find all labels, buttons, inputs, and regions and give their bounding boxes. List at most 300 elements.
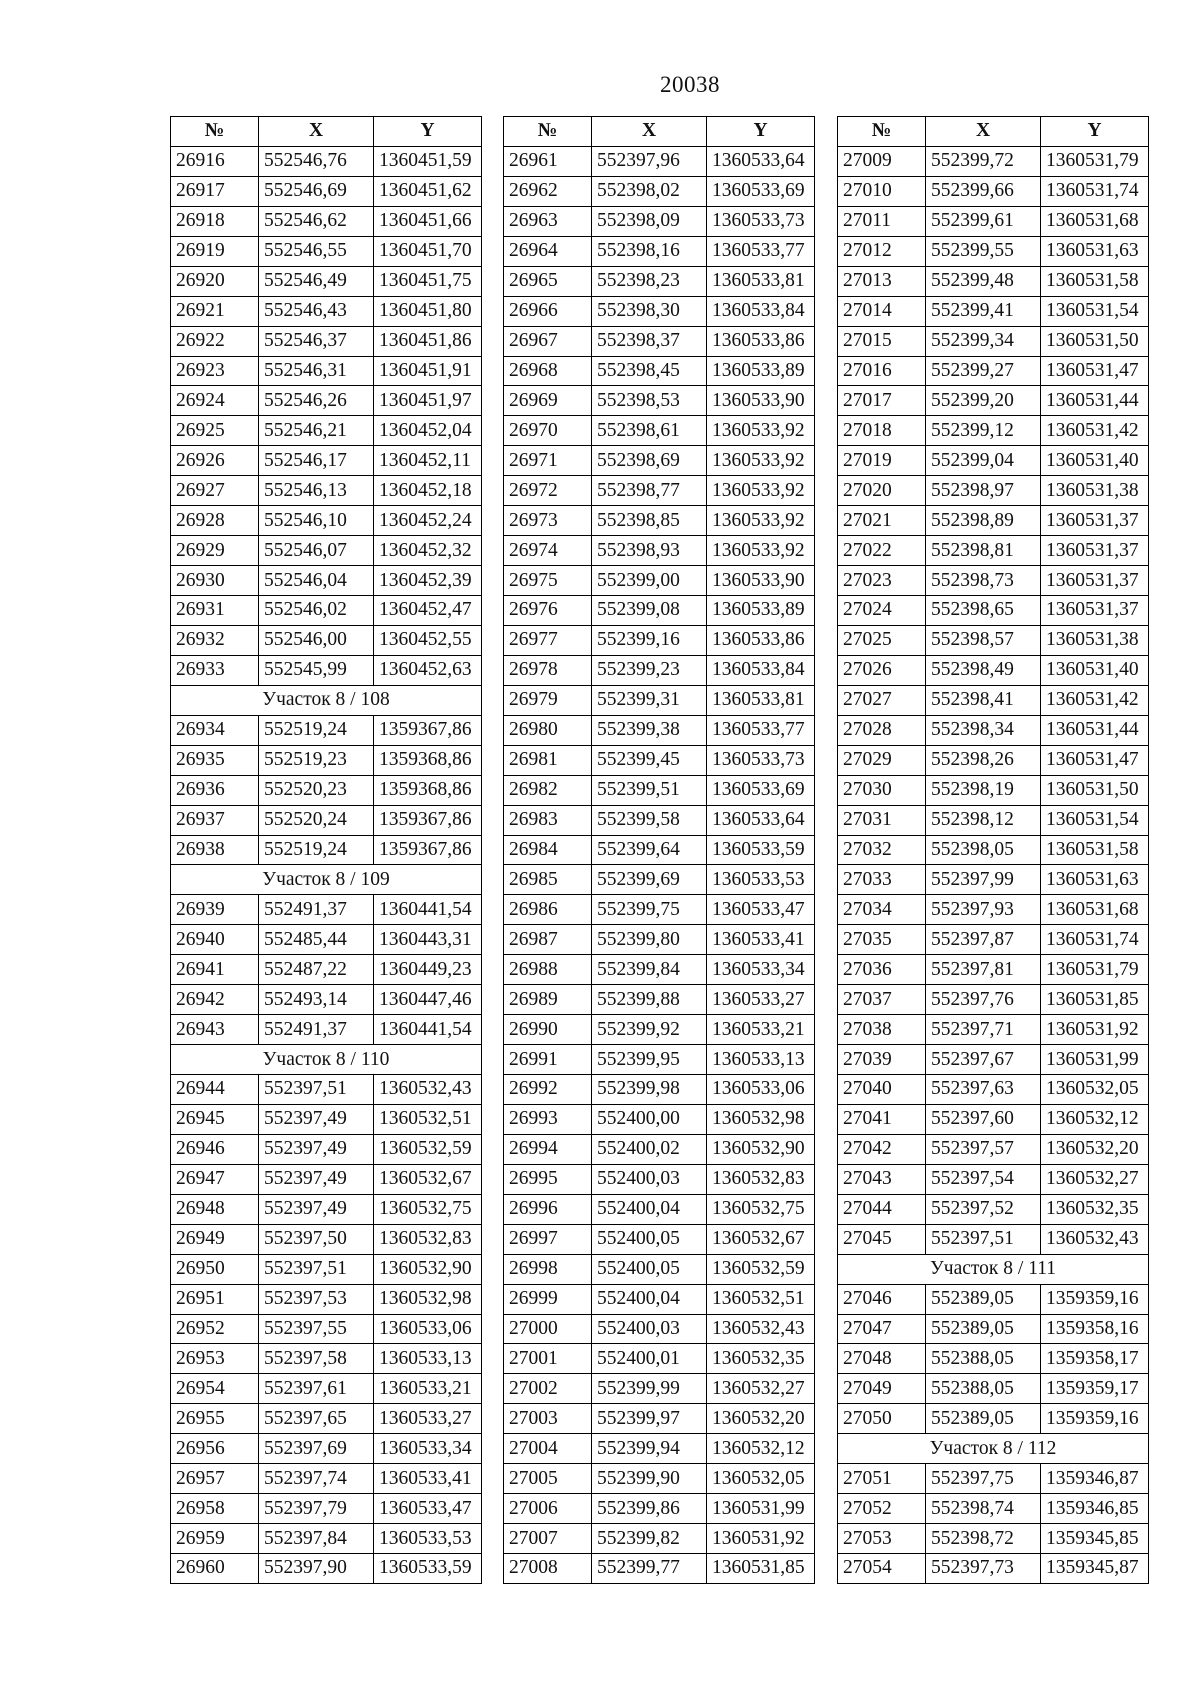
y-coordinate-cell: 1360531,40: [1041, 655, 1149, 685]
point-number-cell: 26987: [504, 925, 592, 955]
y-coordinate-cell: 1359345,85: [1041, 1524, 1149, 1554]
y-coordinate-cell: 1360452,63: [374, 655, 482, 685]
x-coordinate-cell: 552397,76: [926, 985, 1041, 1015]
y-coordinate-cell: 1360531,42: [1041, 685, 1149, 715]
point-number-cell: 26993: [504, 1104, 592, 1134]
y-coordinate-cell: 1360531,44: [1041, 715, 1149, 745]
table-row: [171, 1314, 482, 1344]
point-number-cell: 26985: [504, 865, 592, 895]
point-number-cell: 27000: [504, 1314, 592, 1344]
x-coordinate-cell: 552397,51: [259, 1254, 374, 1284]
x-coordinate-cell: 552400,04: [592, 1194, 707, 1224]
section-row: [171, 865, 482, 895]
table-row: [504, 476, 815, 506]
point-number-cell: 26940: [171, 925, 259, 955]
y-coordinate-cell: 1360533,73: [707, 206, 815, 236]
table-row: [838, 805, 1149, 835]
table-row: [838, 655, 1149, 685]
table-row: [504, 1104, 815, 1134]
point-number-cell: 27049: [838, 1374, 926, 1404]
table-row: [171, 655, 482, 685]
x-coordinate-cell: 552399,41: [926, 296, 1041, 326]
y-coordinate-cell: 1359367,86: [374, 715, 482, 745]
table-row: [838, 715, 1149, 745]
x-coordinate-cell: 552399,27: [926, 356, 1041, 386]
x-coordinate-cell: 552397,81: [926, 955, 1041, 985]
x-coordinate-cell: 552520,24: [259, 805, 374, 835]
table-row: [171, 1524, 482, 1554]
point-number-cell: 26945: [171, 1104, 259, 1134]
table-row: [171, 1254, 482, 1284]
x-coordinate-cell: 552398,09: [592, 206, 707, 236]
table-row: [504, 596, 815, 626]
x-coordinate-cell: 552388,05: [926, 1374, 1041, 1404]
x-coordinate-cell: 552397,57: [926, 1134, 1041, 1164]
x-coordinate-cell: 552397,67: [926, 1045, 1041, 1075]
y-coordinate-cell: 1360451,91: [374, 356, 482, 386]
x-coordinate-cell: 552389,05: [926, 1284, 1041, 1314]
x-coordinate-cell: 552546,62: [259, 206, 374, 236]
y-coordinate-cell: 1360533,86: [707, 625, 815, 655]
table-row: [838, 1134, 1149, 1164]
x-coordinate-cell: 552399,58: [592, 805, 707, 835]
point-number-cell: 26921: [171, 296, 259, 326]
point-number-cell: 27046: [838, 1284, 926, 1314]
point-number-cell: 27054: [838, 1554, 926, 1584]
point-number-cell: 26946: [171, 1134, 259, 1164]
y-coordinate-cell: 1360531,38: [1041, 476, 1149, 506]
point-number-cell: 26995: [504, 1164, 592, 1194]
table-row: [504, 865, 815, 895]
x-coordinate-cell: 552519,24: [259, 835, 374, 865]
point-number-cell: 27032: [838, 835, 926, 865]
point-number-cell: 26978: [504, 655, 592, 685]
table-row: [838, 1104, 1149, 1134]
x-coordinate-cell: 552519,23: [259, 745, 374, 775]
x-coordinate-cell: 552399,12: [926, 416, 1041, 446]
table-row: [504, 536, 815, 566]
y-coordinate-cell: 1360449,23: [374, 955, 482, 985]
point-number-cell: 26950: [171, 1254, 259, 1284]
y-coordinate-cell: 1360531,47: [1041, 356, 1149, 386]
x-coordinate-cell: 552398,57: [926, 625, 1041, 655]
y-coordinate-cell: 1360451,80: [374, 296, 482, 326]
table-row: [838, 566, 1149, 596]
header-y: Y: [707, 117, 815, 147]
point-number-cell: 27007: [504, 1524, 592, 1554]
x-coordinate-cell: 552388,05: [926, 1344, 1041, 1374]
table-row: [171, 206, 482, 236]
x-coordinate-cell: 552398,77: [592, 476, 707, 506]
table-row: [838, 1284, 1149, 1314]
point-number-cell: 26992: [504, 1075, 592, 1105]
y-coordinate-cell: 1360532,35: [1041, 1194, 1149, 1224]
y-coordinate-cell: 1360531,42: [1041, 416, 1149, 446]
x-coordinate-cell: 552397,51: [259, 1075, 374, 1105]
table-row: [838, 1404, 1149, 1434]
x-coordinate-cell: 552397,61: [259, 1374, 374, 1404]
point-number-cell: 27019: [838, 446, 926, 476]
x-coordinate-cell: 552397,52: [926, 1194, 1041, 1224]
point-number-cell: 26956: [171, 1434, 259, 1464]
y-coordinate-cell: 1360533,81: [707, 266, 815, 296]
point-number-cell: 27016: [838, 356, 926, 386]
table-row: [504, 1494, 815, 1524]
x-coordinate-cell: 552398,30: [592, 296, 707, 326]
x-coordinate-cell: 552399,51: [592, 775, 707, 805]
x-coordinate-cell: 552399,45: [592, 745, 707, 775]
y-coordinate-cell: 1360532,75: [707, 1194, 815, 1224]
x-coordinate-cell: 552399,72: [926, 146, 1041, 176]
x-coordinate-cell: 552398,12: [926, 805, 1041, 835]
table-row: [504, 1045, 815, 1075]
y-coordinate-cell: 1360533,41: [374, 1464, 482, 1494]
point-number-cell: 27048: [838, 1344, 926, 1374]
table-row: [171, 176, 482, 206]
y-coordinate-cell: 1360451,59: [374, 146, 482, 176]
header-x: X: [259, 117, 374, 147]
point-number-cell: 26983: [504, 805, 592, 835]
y-coordinate-cell: 1360531,40: [1041, 446, 1149, 476]
y-coordinate-cell: 1360531,99: [707, 1494, 815, 1524]
point-number-cell: 26969: [504, 386, 592, 416]
x-coordinate-cell: 552400,02: [592, 1134, 707, 1164]
y-coordinate-cell: 1360531,85: [1041, 985, 1149, 1015]
y-coordinate-cell: 1360533,21: [707, 1015, 815, 1045]
x-coordinate-cell: 552546,76: [259, 146, 374, 176]
point-number-cell: 27017: [838, 386, 926, 416]
table-row: [838, 685, 1149, 715]
point-number-cell: 26932: [171, 625, 259, 655]
x-coordinate-cell: 552397,71: [926, 1015, 1041, 1045]
point-number-cell: 26959: [171, 1524, 259, 1554]
point-number-cell: 27013: [838, 266, 926, 296]
table-row: [504, 1194, 815, 1224]
x-coordinate-cell: 552389,05: [926, 1404, 1041, 1434]
x-coordinate-cell: 552400,00: [592, 1104, 707, 1134]
table-row: [504, 1554, 815, 1584]
point-number-cell: 26937: [171, 805, 259, 835]
table-row: [171, 1494, 482, 1524]
point-number-cell: 26994: [504, 1134, 592, 1164]
x-coordinate-cell: 552397,75: [926, 1464, 1041, 1494]
y-coordinate-cell: 1360531,37: [1041, 566, 1149, 596]
x-coordinate-cell: 552399,99: [592, 1374, 707, 1404]
table-row: [504, 985, 815, 1015]
point-number-cell: 27043: [838, 1164, 926, 1194]
section-row: [838, 1434, 1149, 1464]
point-number-cell: 27042: [838, 1134, 926, 1164]
y-coordinate-cell: 1360533,92: [707, 416, 815, 446]
x-coordinate-cell: 552397,49: [259, 1194, 374, 1224]
x-coordinate-cell: 552399,08: [592, 596, 707, 626]
x-coordinate-cell: 552398,49: [926, 655, 1041, 685]
table-row: [171, 1075, 482, 1105]
x-coordinate-cell: 552546,13: [259, 476, 374, 506]
y-coordinate-cell: 1360533,69: [707, 176, 815, 206]
y-coordinate-cell: 1360532,27: [1041, 1164, 1149, 1194]
y-coordinate-cell: 1360533,90: [707, 386, 815, 416]
table-row: [504, 206, 815, 236]
point-number-cell: 27044: [838, 1194, 926, 1224]
y-coordinate-cell: 1360531,37: [1041, 596, 1149, 626]
point-number-cell: 26986: [504, 895, 592, 925]
x-coordinate-cell: 552398,89: [926, 506, 1041, 536]
y-coordinate-cell: 1360531,74: [1041, 925, 1149, 955]
y-coordinate-cell: 1360533,59: [707, 835, 815, 865]
y-coordinate-cell: 1360533,81: [707, 685, 815, 715]
y-coordinate-cell: 1360533,89: [707, 596, 815, 626]
x-coordinate-cell: 552546,00: [259, 625, 374, 655]
x-coordinate-cell: 552398,26: [926, 745, 1041, 775]
y-coordinate-cell: 1360533,34: [707, 955, 815, 985]
table-row: [171, 625, 482, 655]
y-coordinate-cell: 1360533,06: [374, 1314, 482, 1344]
table-row: [171, 356, 482, 386]
table-row: [838, 176, 1149, 206]
table-row: [171, 1374, 482, 1404]
y-coordinate-cell: 1360532,51: [707, 1284, 815, 1314]
point-number-cell: 26951: [171, 1284, 259, 1314]
x-coordinate-cell: 552398,34: [926, 715, 1041, 745]
point-number-cell: 26955: [171, 1404, 259, 1434]
x-coordinate-cell: 552399,95: [592, 1045, 707, 1075]
y-coordinate-cell: 1360531,37: [1041, 506, 1149, 536]
table-row: [838, 416, 1149, 446]
point-number-cell: 27024: [838, 596, 926, 626]
y-coordinate-cell: 1360531,54: [1041, 296, 1149, 326]
coordinates-table-3: [837, 116, 1149, 1584]
x-coordinate-cell: 552397,49: [259, 1134, 374, 1164]
coordinates-table-2: [503, 116, 815, 1584]
x-coordinate-cell: 552546,26: [259, 386, 374, 416]
point-number-cell: 26943: [171, 1015, 259, 1045]
point-number-cell: 26952: [171, 1314, 259, 1344]
y-coordinate-cell: 1360531,44: [1041, 386, 1149, 416]
y-coordinate-cell: 1360533,84: [707, 296, 815, 326]
x-coordinate-cell: 552399,92: [592, 1015, 707, 1045]
table-row: [504, 955, 815, 985]
y-coordinate-cell: 1360533,84: [707, 655, 815, 685]
table-row: [171, 745, 482, 775]
y-coordinate-cell: 1360443,31: [374, 925, 482, 955]
table-row: [171, 566, 482, 596]
point-number-cell: 26942: [171, 985, 259, 1015]
table-row: [504, 416, 815, 446]
table-row: [171, 1015, 482, 1045]
y-coordinate-cell: 1359358,16: [1041, 1314, 1149, 1344]
table-row: [171, 476, 482, 506]
point-number-cell: 27030: [838, 775, 926, 805]
y-coordinate-cell: 1359346,85: [1041, 1494, 1149, 1524]
point-number-cell: 26919: [171, 236, 259, 266]
table-row: [171, 326, 482, 356]
x-coordinate-cell: 552397,65: [259, 1404, 374, 1434]
x-coordinate-cell: 552398,85: [592, 506, 707, 536]
point-number-cell: 26962: [504, 176, 592, 206]
point-number-cell: 27040: [838, 1075, 926, 1105]
x-coordinate-cell: 552399,75: [592, 895, 707, 925]
point-number-cell: 27015: [838, 326, 926, 356]
y-coordinate-cell: 1360452,04: [374, 416, 482, 446]
y-coordinate-cell: 1360533,92: [707, 506, 815, 536]
y-coordinate-cell: 1360532,12: [1041, 1104, 1149, 1134]
table-row: [838, 386, 1149, 416]
x-coordinate-cell: 552398,61: [592, 416, 707, 446]
point-number-cell: 26930: [171, 566, 259, 596]
table-row: [171, 985, 482, 1015]
point-number-cell: 27025: [838, 625, 926, 655]
table-row: [504, 566, 815, 596]
x-coordinate-cell: 552546,07: [259, 536, 374, 566]
table-row: [838, 356, 1149, 386]
point-number-cell: 26970: [504, 416, 592, 446]
x-coordinate-cell: 552397,63: [926, 1075, 1041, 1105]
point-number-cell: 26934: [171, 715, 259, 745]
point-number-cell: 27008: [504, 1554, 592, 1584]
x-coordinate-cell: 552545,99: [259, 655, 374, 685]
y-coordinate-cell: 1360452,47: [374, 596, 482, 626]
y-coordinate-cell: 1360452,24: [374, 506, 482, 536]
point-number-cell: 26953: [171, 1344, 259, 1374]
point-number-cell: 26948: [171, 1194, 259, 1224]
point-number-cell: 26941: [171, 955, 259, 985]
table-row: [504, 446, 815, 476]
y-coordinate-cell: 1360532,35: [707, 1344, 815, 1374]
point-number-cell: 26933: [171, 655, 259, 685]
table-row: [838, 835, 1149, 865]
section-title: Участок 8 / 111: [838, 1254, 1149, 1284]
x-coordinate-cell: 552397,96: [592, 146, 707, 176]
y-coordinate-cell: 1360532,51: [374, 1104, 482, 1134]
table-row: [171, 266, 482, 296]
point-number-cell: 27012: [838, 236, 926, 266]
point-number-cell: 26965: [504, 266, 592, 296]
y-coordinate-cell: 1360533,69: [707, 775, 815, 805]
y-coordinate-cell: 1360531,99: [1041, 1045, 1149, 1075]
header-y: Y: [374, 117, 482, 147]
x-coordinate-cell: 552487,22: [259, 955, 374, 985]
point-number-cell: 27041: [838, 1104, 926, 1134]
point-number-cell: 27036: [838, 955, 926, 985]
point-number-cell: 27027: [838, 685, 926, 715]
table-row: [504, 745, 815, 775]
y-coordinate-cell: 1360532,59: [707, 1254, 815, 1284]
y-coordinate-cell: 1360451,66: [374, 206, 482, 236]
point-number-cell: 27010: [838, 176, 926, 206]
table-row: [838, 1194, 1149, 1224]
table-row: [171, 775, 482, 805]
x-coordinate-cell: 552398,72: [926, 1524, 1041, 1554]
point-number-cell: 27026: [838, 655, 926, 685]
y-coordinate-cell: 1360452,39: [374, 566, 482, 596]
table-row: [171, 1404, 482, 1434]
point-number-cell: 27031: [838, 805, 926, 835]
page-number: 20038: [660, 72, 720, 97]
point-number-cell: 26989: [504, 985, 592, 1015]
table-row: [504, 1404, 815, 1434]
point-number-cell: 26960: [171, 1554, 259, 1584]
x-coordinate-cell: 552399,69: [592, 865, 707, 895]
y-coordinate-cell: 1360532,98: [707, 1104, 815, 1134]
y-coordinate-cell: 1360531,38: [1041, 625, 1149, 655]
header-y: Y: [1041, 117, 1149, 147]
table-row: [171, 416, 482, 446]
x-coordinate-cell: 552399,55: [926, 236, 1041, 266]
y-coordinate-cell: 1360531,79: [1041, 146, 1149, 176]
x-coordinate-cell: 552400,03: [592, 1164, 707, 1194]
x-coordinate-cell: 552546,21: [259, 416, 374, 446]
header-number: №: [838, 117, 926, 147]
y-coordinate-cell: 1360532,27: [707, 1374, 815, 1404]
x-coordinate-cell: 552546,10: [259, 506, 374, 536]
y-coordinate-cell: 1360451,86: [374, 326, 482, 356]
point-number-cell: 27001: [504, 1344, 592, 1374]
table-row: [838, 596, 1149, 626]
table-row: [171, 925, 482, 955]
y-coordinate-cell: 1360441,54: [374, 895, 482, 925]
point-number-cell: 26961: [504, 146, 592, 176]
point-number-cell: 27006: [504, 1494, 592, 1524]
y-coordinate-cell: 1360532,75: [374, 1194, 482, 1224]
table-row: [171, 1284, 482, 1314]
point-number-cell: 27039: [838, 1045, 926, 1075]
table-row: [504, 805, 815, 835]
y-coordinate-cell: 1360532,83: [707, 1164, 815, 1194]
y-coordinate-cell: 1360532,90: [374, 1254, 482, 1284]
y-coordinate-cell: 1360533,13: [707, 1045, 815, 1075]
x-coordinate-cell: 552398,53: [592, 386, 707, 416]
point-number-cell: 26935: [171, 745, 259, 775]
table-row: [838, 1554, 1149, 1584]
point-number-cell: 26972: [504, 476, 592, 506]
point-number-cell: 26980: [504, 715, 592, 745]
point-number-cell: 26925: [171, 416, 259, 446]
section-title: Участок 8 / 112: [838, 1434, 1149, 1464]
y-coordinate-cell: 1360452,55: [374, 625, 482, 655]
table-row: [838, 895, 1149, 925]
section-title: Участок 8 / 110: [171, 1045, 482, 1075]
y-coordinate-cell: 1360531,92: [1041, 1015, 1149, 1045]
point-number-cell: 27037: [838, 985, 926, 1015]
x-coordinate-cell: 552399,38: [592, 715, 707, 745]
x-coordinate-cell: 552520,23: [259, 775, 374, 805]
x-coordinate-cell: 552398,69: [592, 446, 707, 476]
point-number-cell: 26979: [504, 685, 592, 715]
y-coordinate-cell: 1360451,70: [374, 236, 482, 266]
table-row: [171, 1344, 482, 1374]
point-number-cell: 26936: [171, 775, 259, 805]
point-number-cell: 27005: [504, 1464, 592, 1494]
point-number-cell: 26998: [504, 1254, 592, 1284]
x-coordinate-cell: 552397,58: [259, 1344, 374, 1374]
point-number-cell: 26928: [171, 506, 259, 536]
x-coordinate-cell: 552400,03: [592, 1314, 707, 1344]
x-coordinate-cell: 552399,23: [592, 655, 707, 685]
table-row: [504, 296, 815, 326]
x-coordinate-cell: 552399,20: [926, 386, 1041, 416]
y-coordinate-cell: 1360533,21: [374, 1374, 482, 1404]
table-row: [171, 596, 482, 626]
x-coordinate-cell: 552399,77: [592, 1554, 707, 1584]
y-coordinate-cell: 1360533,41: [707, 925, 815, 955]
point-number-cell: 26916: [171, 146, 259, 176]
y-coordinate-cell: 1360533,89: [707, 356, 815, 386]
y-coordinate-cell: 1360532,05: [707, 1464, 815, 1494]
y-coordinate-cell: 1360533,47: [707, 895, 815, 925]
x-coordinate-cell: 552397,74: [259, 1464, 374, 1494]
y-coordinate-cell: 1360533,77: [707, 715, 815, 745]
